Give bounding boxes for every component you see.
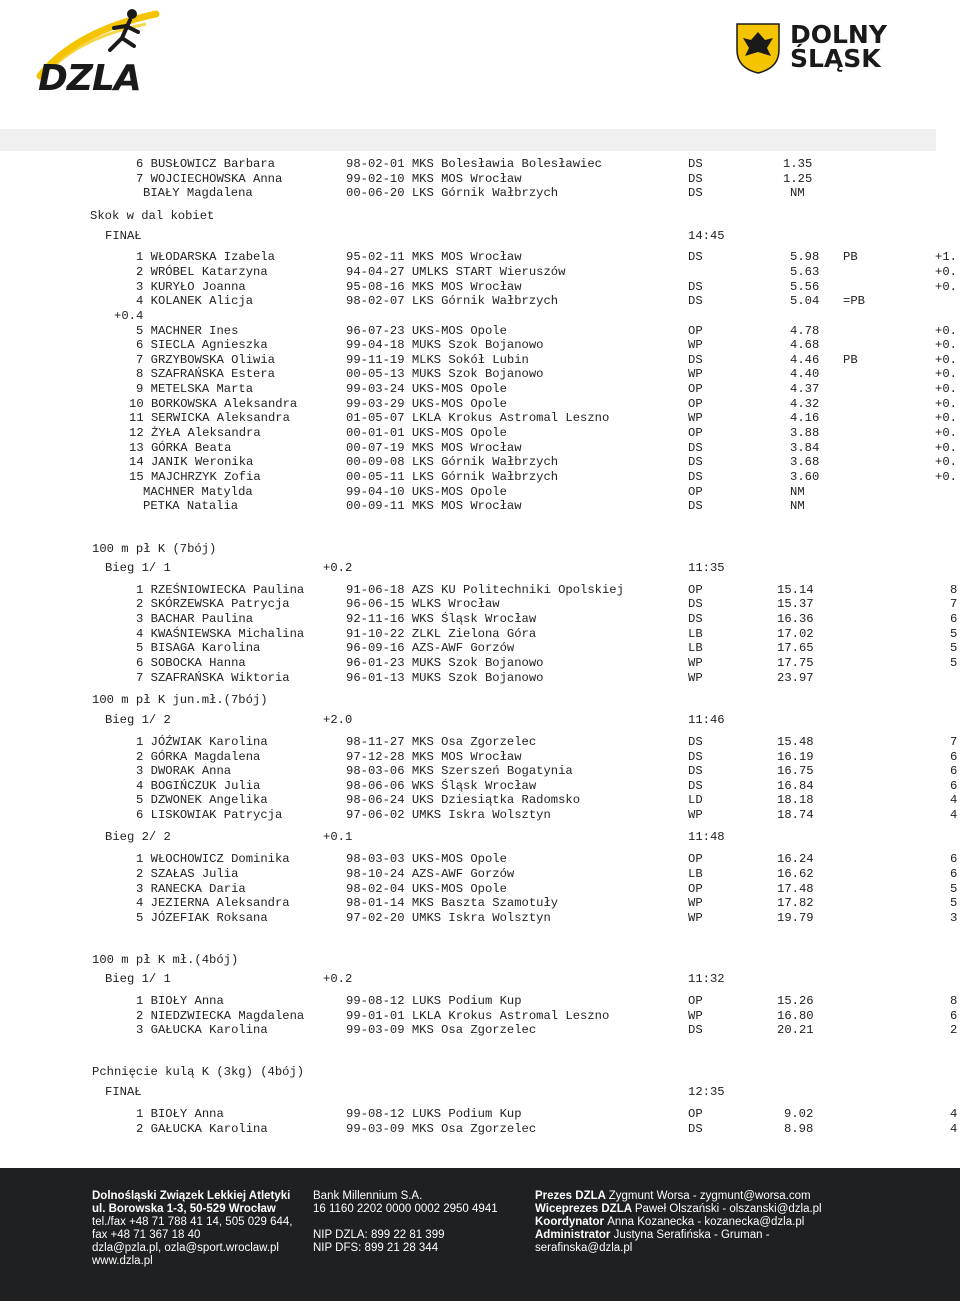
doc-line-32-cell-0: 100 m pł K jun.mł.(7bój) — [92, 693, 268, 707]
doc-line-18-cell-0: 13 GÓRKA Beata — [129, 441, 232, 455]
doc-line-53-cell-1: 99-08-12 LUKS Podium Kup — [346, 1107, 522, 1121]
doc-line-0-cell-3: 1.35 — [783, 157, 813, 171]
footer-official-contact: Anna Kozanecka - kozanecka@dzla.pl — [607, 1216, 805, 1228]
doc-line-35-cell-4: 6 — [950, 750, 958, 764]
doc-line-6-cell-0: 2 WRÓBEL Katarzyna — [136, 265, 268, 279]
doc-line-37-cell-3: 16.84 — [777, 779, 814, 793]
doc-line-12-cell-2: DS — [688, 353, 703, 367]
doc-line-5-cell-2: DS — [688, 250, 703, 264]
col2-line: Bank Millennium S.A. — [313, 1190, 423, 1202]
doc-line-18-cell-4: +0. — [935, 441, 957, 455]
doc-line-34-cell-4: 7 — [950, 735, 958, 749]
doc-line-10-cell-4: +0. — [935, 324, 957, 338]
doc-line-34-cell-2: DS — [688, 735, 703, 749]
doc-line-41-cell-0: 1 WŁOCHOWICZ Dominika — [136, 852, 290, 866]
doc-line-53-cell-2: OP — [688, 1107, 703, 1121]
doc-line-25-cell-0: 1 RZEŚNIOWIECKA Paulina — [136, 583, 305, 597]
doc-line-43-cell-3: 17.48 — [777, 882, 814, 896]
footer-official-role: Wiceprezes DZLA — [535, 1203, 635, 1215]
doc-line-38-cell-3: 18.18 — [777, 793, 814, 807]
doc-line-18-cell-2: DS — [688, 441, 703, 455]
doc-line-0-cell-1: 98-02-01 MKS Bolesławia Bolesławiec — [346, 157, 602, 171]
doc-line-25-cell-1: 91-06-18 AZS KU Politechniki Opolskiej — [346, 583, 624, 597]
doc-line-29-cell-4: 5 — [950, 641, 958, 655]
doc-line-7-cell-0: 3 KURYŁO Joanna — [136, 280, 246, 294]
doc-line-26-cell-0: 2 SKÓRZEWSKA Patrycja — [136, 597, 290, 611]
doc-line-2-cell-2: DS — [688, 186, 703, 200]
doc-line-8-cell-3: 5.04 — [790, 294, 820, 308]
doc-line-14-cell-3: 4.37 — [790, 382, 820, 396]
doc-line-9-cell-0: +0.4 — [114, 309, 144, 323]
doc-line-0-cell-0: 6 BUSŁOWICZ Barbara — [136, 157, 275, 171]
doc-line-26-cell-1: 96-06-15 WLKS Wrocław — [346, 597, 500, 611]
doc-line-36-cell-3: 16.75 — [777, 764, 814, 778]
dolny-slask-crest-icon — [735, 22, 781, 74]
doc-line-4-cell-0: FINAŁ — [105, 229, 142, 243]
doc-line-24-cell-1: +0.2 — [323, 561, 353, 575]
doc-line-49-cell-2: WP — [688, 1009, 703, 1023]
doc-line-44-cell-1: 98-01-14 MKS Baszta Szamotuły — [346, 896, 559, 910]
doc-line-36-cell-2: DS — [688, 764, 703, 778]
doc-line-7-cell-1: 95-08-16 MKS MOS Wrocław — [346, 280, 522, 294]
doc-line-47-cell-0: Bieg 1/ 1 — [105, 972, 171, 986]
doc-line-22-cell-3: NM — [790, 499, 805, 513]
doc-line-7-cell-4: +0. — [935, 280, 957, 294]
doc-line-12-cell-4: PB — [843, 353, 858, 367]
doc-line-42-cell-1: 98-10-24 AZS-AWF Gorzów — [346, 867, 515, 881]
doc-line-21-cell-1: 99-04-10 UKS-MOS Opole — [346, 485, 507, 499]
doc-line-29-cell-2: LB — [688, 641, 703, 655]
doc-line-15-cell-3: 4.32 — [790, 397, 820, 411]
doc-line-2-cell-1: 00-06-20 LKS Górnik Wałbrzych — [346, 186, 559, 200]
doc-line-29-cell-0: 5 BISAGA Karolina — [136, 641, 261, 655]
doc-line-25-cell-2: OP — [688, 583, 703, 597]
doc-line-28-cell-1: 91-10-22 ZLKL Zielona Góra — [346, 627, 537, 641]
footer-official-row — [535, 1203, 822, 1216]
col1-line: fax +48 71 367 18 40 — [92, 1229, 201, 1241]
col1-line: ul. Borowska 1-3, 50-529 Wrocław — [92, 1203, 276, 1215]
doc-line-27-cell-3: 16.36 — [777, 612, 814, 626]
doc-line-20-cell-3: 3.60 — [790, 470, 820, 484]
doc-line-42-cell-4: 6 — [950, 867, 958, 881]
doc-line-21-cell-3: NM — [790, 485, 805, 499]
doc-line-29-cell-1: 96-09-16 AZS-AWF Gorzów — [346, 641, 515, 655]
footer-official-row — [535, 1242, 632, 1255]
doc-line-45-cell-2: WP — [688, 911, 703, 925]
doc-line-43-cell-1: 98-02-04 UKS-MOS Opole — [346, 882, 507, 896]
doc-line-2-cell-0: BIAŁY Magdalena — [143, 186, 253, 200]
doc-line-5-cell-4: PB — [843, 250, 858, 264]
doc-line-52-cell-1: 12:35 — [688, 1085, 725, 1099]
region-logo-line1: DOLNY — [790, 20, 887, 49]
doc-line-43-cell-2: OP — [688, 882, 703, 896]
col2-line: NIP DFS: 899 21 28 344 — [313, 1242, 439, 1254]
doc-line-1-cell-2: DS — [688, 172, 703, 186]
doc-line-40-cell-2: 11:48 — [688, 830, 725, 844]
doc-line-16-cell-1: 01-05-07 LKLA Krokus Astromal Leszno — [346, 411, 610, 425]
region-logo-line2: ŚLĄSK — [790, 44, 881, 73]
footer-official-row — [535, 1216, 804, 1229]
doc-line-35-cell-3: 16.19 — [777, 750, 814, 764]
doc-line-34-cell-1: 98-11-27 MKS Osa Zgorzelec — [346, 735, 537, 749]
footer-official-row — [535, 1229, 770, 1242]
doc-line-10-cell-3: 4.78 — [790, 324, 820, 338]
doc-line-45-cell-0: 5 JÓZEFIAK Roksana — [136, 911, 268, 925]
doc-line-39-cell-0: 6 LISKOWIAK Patrycja — [136, 808, 283, 822]
col2-line: NIP DZLA: 899 22 81 399 — [313, 1229, 445, 1241]
doc-line-14-cell-1: 99-03-24 UKS-MOS Opole — [346, 382, 507, 396]
doc-line-51-cell-0: Pchnięcie kulą K (3kg) (4bój) — [92, 1065, 305, 1079]
doc-line-38-cell-1: 98-06-24 UKS Dziesiątka Radomsko — [346, 793, 581, 807]
doc-line-25-cell-4: 8 — [950, 583, 958, 597]
doc-line-7-cell-2: DS — [688, 280, 703, 294]
doc-line-45-cell-3: 19.79 — [777, 911, 814, 925]
doc-line-20-cell-0: 15 MAJCHRZYK Zofia — [129, 470, 261, 484]
doc-line-30-cell-1: 96-01-23 MUKS Szok Bojanowo — [346, 656, 544, 670]
doc-line-17-cell-1: 00-01-01 UKS-MOS Opole — [346, 426, 507, 440]
doc-line-49-cell-3: 16.80 — [777, 1009, 814, 1023]
doc-line-13-cell-2: WP — [688, 367, 703, 381]
doc-line-19-cell-2: DS — [688, 455, 703, 469]
doc-line-8-cell-0: 4 KOLANEK Alicja — [136, 294, 254, 308]
doc-line-22-cell-1: 00-09-11 MKS MOS Wrocław — [346, 499, 522, 513]
doc-line-50-cell-2: DS — [688, 1023, 703, 1037]
doc-line-19-cell-1: 00-09-08 LKS Górnik Wałbrzych — [346, 455, 559, 469]
doc-line-16-cell-0: 11 SERWICKA Aleksandra — [129, 411, 290, 425]
doc-line-38-cell-0: 5 DZWONEK Angelika — [136, 793, 268, 807]
doc-line-54-cell-0: 2 GAŁUCKA Karolina — [136, 1122, 268, 1136]
doc-line-10-cell-0: 5 MACHNER Ines — [136, 324, 239, 338]
doc-line-47-cell-2: 11:32 — [688, 972, 725, 986]
doc-line-38-cell-4: 4 — [950, 793, 958, 807]
doc-line-42-cell-3: 16.62 — [777, 867, 814, 881]
doc-line-30-cell-3: 17.75 — [777, 656, 814, 670]
doc-line-54-cell-2: DS — [688, 1122, 703, 1136]
doc-line-39-cell-3: 18.74 — [777, 808, 814, 822]
doc-line-43-cell-4: 5 — [950, 882, 958, 896]
doc-line-17-cell-0: 12 ŻYŁA Aleksandra — [129, 426, 261, 440]
col1-line: tel./fax +48 71 788 41 14, 505 029 644, — [92, 1216, 293, 1228]
doc-line-41-cell-4: 6 — [950, 852, 958, 866]
doc-line-13-cell-4: +0. — [935, 367, 957, 381]
doc-line-19-cell-3: 3.68 — [790, 455, 820, 469]
doc-line-24-cell-0: Bieg 1/ 1 — [105, 561, 171, 575]
dzla-logo-text: DZLA — [38, 58, 141, 99]
doc-line-19-cell-4: +0. — [935, 455, 957, 469]
doc-line-48-cell-3: 15.26 — [777, 994, 814, 1008]
doc-line-11-cell-2: WP — [688, 338, 703, 352]
doc-line-19-cell-0: 14 JANIK Weronika — [129, 455, 254, 469]
doc-line-50-cell-3: 20.21 — [777, 1023, 814, 1037]
doc-line-8-cell-2: DS — [688, 294, 703, 308]
doc-line-21-cell-0: MACHNER Matylda — [143, 485, 253, 499]
doc-line-6-cell-3: +0. — [935, 265, 957, 279]
doc-line-40-cell-1: +0.1 — [323, 830, 353, 844]
doc-line-41-cell-2: OP — [688, 852, 703, 866]
doc-line-27-cell-2: DS — [688, 612, 703, 626]
doc-line-12-cell-1: 99-11-19 MLKS Sokół Lubin — [346, 353, 529, 367]
doc-line-20-cell-2: DS — [688, 470, 703, 484]
doc-line-44-cell-3: 17.82 — [777, 896, 814, 910]
doc-line-8-cell-1: 98-02-07 LKS Górnik Wałbrzych — [346, 294, 559, 308]
doc-line-15-cell-4: +0. — [935, 397, 957, 411]
doc-line-1-cell-1: 99-02-10 MKS MOS Wrocław — [346, 172, 522, 186]
doc-line-31-cell-1: 96-01-13 MUKS Szok Bojanowo — [346, 671, 544, 685]
doc-line-45-cell-4: 3 — [950, 911, 958, 925]
footer-official-row — [535, 1190, 811, 1203]
header-divider-bar — [0, 129, 936, 151]
doc-line-20-cell-1: 00-05-11 LKS Górnik Wałbrzych — [346, 470, 559, 484]
doc-line-0-cell-2: DS — [688, 157, 703, 171]
doc-line-54-cell-1: 99-03-09 MKS Osa Zgorzelec — [346, 1122, 537, 1136]
doc-line-47-cell-1: +0.2 — [323, 972, 353, 986]
doc-line-12-cell-5: +0. — [935, 353, 957, 367]
doc-line-41-cell-1: 98-03-03 UKS-MOS Opole — [346, 852, 507, 866]
doc-line-49-cell-4: 6 — [950, 1009, 958, 1023]
doc-line-5-cell-1: 95-02-11 MKS MOS Wrocław — [346, 250, 522, 264]
doc-line-3-cell-0: Skok w dal kobiet — [90, 209, 215, 223]
doc-line-5-cell-5: +1. — [935, 250, 957, 264]
doc-line-25-cell-3: 15.14 — [777, 583, 814, 597]
doc-line-14-cell-0: 9 METELSKA Marta — [136, 382, 254, 396]
doc-line-48-cell-4: 8 — [950, 994, 958, 1008]
doc-line-41-cell-3: 16.24 — [777, 852, 814, 866]
doc-line-30-cell-2: WP — [688, 656, 703, 670]
col1-line: www.dzla.pl — [92, 1255, 153, 1267]
doc-line-18-cell-1: 00-07-19 MKS MOS Wrocław — [346, 441, 522, 455]
doc-line-36-cell-0: 3 DWORAK Anna — [136, 764, 232, 778]
page-footer — [0, 1168, 960, 1301]
col1-line: Dolnośląski Związek Lekkiej Atletyki — [92, 1190, 291, 1202]
doc-line-6-cell-2: 5.63 — [790, 265, 820, 279]
doc-line-49-cell-1: 99-01-01 LKLA Krokus Astromal Leszno — [346, 1009, 610, 1023]
doc-line-15-cell-0: 10 BORKOWSKA Aleksandra — [129, 397, 298, 411]
doc-line-2-cell-3: NM — [790, 186, 805, 200]
doc-line-11-cell-4: +0. — [935, 338, 957, 352]
doc-line-17-cell-2: OP — [688, 426, 703, 440]
doc-line-34-cell-0: 1 JÓŹWIAK Karolina — [136, 735, 268, 749]
doc-line-39-cell-4: 4 — [950, 808, 958, 822]
doc-line-54-cell-3: 8.98 — [784, 1122, 814, 1136]
doc-line-40-cell-0: Bieg 2/ 2 — [105, 830, 171, 844]
doc-line-26-cell-3: 15.37 — [777, 597, 814, 611]
doc-line-45-cell-1: 97-02-20 UMKS Iskra Wolsztyn — [346, 911, 551, 925]
doc-line-33-cell-1: +2.0 — [323, 713, 353, 727]
doc-line-17-cell-3: 3.88 — [790, 426, 820, 440]
doc-line-36-cell-1: 98-03-06 MKS Szerszeń Bogatynia — [346, 764, 573, 778]
doc-line-17-cell-4: +0. — [935, 426, 957, 440]
doc-line-22-cell-2: DS — [688, 499, 703, 513]
doc-line-34-cell-3: 15.48 — [777, 735, 814, 749]
page-header — [0, 0, 960, 150]
col2-line: 16 1160 2202 0000 0002 2950 4941 — [313, 1203, 498, 1215]
doc-line-33-cell-0: Bieg 1/ 2 — [105, 713, 171, 727]
doc-line-21-cell-2: OP — [688, 485, 703, 499]
doc-line-28-cell-3: 17.02 — [777, 627, 814, 641]
col1-line: dzla@pzla.pl, ozla@sport.wroclaw.pl — [92, 1242, 279, 1254]
doc-line-53-cell-4: 4 — [950, 1107, 958, 1121]
doc-line-27-cell-4: 6 — [950, 612, 958, 626]
doc-line-37-cell-4: 6 — [950, 779, 958, 793]
doc-line-8-cell-4: =PB — [843, 294, 865, 308]
doc-line-30-cell-0: 6 SOBOCKA Hanna — [136, 656, 246, 670]
doc-line-36-cell-4: 6 — [950, 764, 958, 778]
doc-line-48-cell-0: 1 BIOŁY Anna — [136, 994, 224, 1008]
doc-line-43-cell-0: 3 RANECKA Daria — [136, 882, 246, 896]
doc-line-48-cell-2: OP — [688, 994, 703, 1008]
doc-line-23-cell-0: 100 m pł K (7bój) — [92, 542, 217, 556]
doc-line-31-cell-2: WP — [688, 671, 703, 685]
doc-line-20-cell-4: +0. — [935, 470, 957, 484]
doc-line-11-cell-0: 6 SIECLA Agnieszka — [136, 338, 268, 352]
doc-line-1-cell-3: 1.25 — [783, 172, 813, 186]
doc-line-28-cell-4: 5 — [950, 627, 958, 641]
doc-line-42-cell-2: LB — [688, 867, 703, 881]
doc-line-48-cell-1: 99-08-12 LUKS Podium Kup — [346, 994, 522, 1008]
doc-line-26-cell-2: DS — [688, 597, 703, 611]
footer-official-contact: Zygmunt Worsa - zygmunt@worsa.com — [608, 1190, 811, 1202]
doc-line-12-cell-3: 4.46 — [790, 353, 820, 367]
doc-line-15-cell-1: 99-03-29 UKS-MOS Opole — [346, 397, 507, 411]
doc-line-53-cell-0: 1 BIOŁY Anna — [136, 1107, 224, 1121]
doc-line-44-cell-2: WP — [688, 896, 703, 910]
doc-line-27-cell-1: 92-11-16 WKS Śląsk Wrocław — [346, 612, 537, 626]
doc-line-15-cell-2: OP — [688, 397, 703, 411]
doc-line-16-cell-2: WP — [688, 411, 703, 425]
doc-line-24-cell-2: 11:35 — [688, 561, 725, 575]
doc-line-54-cell-4: 4 — [950, 1122, 958, 1136]
doc-line-28-cell-2: LB — [688, 627, 703, 641]
doc-line-52-cell-0: FINAŁ — [105, 1085, 142, 1099]
doc-line-37-cell-0: 4 BOGIŃCZUK Julia — [136, 779, 261, 793]
doc-line-5-cell-3: 5.98 — [790, 250, 820, 264]
doc-line-16-cell-3: 4.16 — [790, 411, 820, 425]
doc-line-31-cell-3: 23.97 — [777, 671, 814, 685]
doc-line-10-cell-1: 96-07-23 UKS-MOS Opole — [346, 324, 507, 338]
doc-line-35-cell-1: 97-12-28 MKS MOS Wrocław — [346, 750, 522, 764]
doc-line-42-cell-0: 2 SZAŁAS Julia — [136, 867, 239, 881]
doc-line-14-cell-4: +0. — [935, 382, 957, 396]
doc-line-50-cell-4: 2 — [950, 1023, 958, 1037]
doc-line-4-cell-1: 14:45 — [688, 229, 725, 243]
doc-line-10-cell-2: OP — [688, 324, 703, 338]
doc-line-44-cell-4: 5 — [950, 896, 958, 910]
doc-line-6-cell-1: 94-04-27 UMLKS START Wieruszów — [346, 265, 566, 279]
footer-official-role: Prezes DZLA — [535, 1190, 609, 1202]
doc-line-29-cell-3: 17.65 — [777, 641, 814, 655]
doc-line-16-cell-4: +0. — [935, 411, 957, 425]
doc-line-22-cell-0: PETKA Natalia — [143, 499, 239, 513]
doc-line-50-cell-0: 3 GAŁUCKA Karolina — [136, 1023, 268, 1037]
doc-line-13-cell-0: 8 SZAFRAŃSKA Estera — [136, 367, 275, 381]
doc-line-35-cell-0: 2 GÓRKA Magdalena — [136, 750, 261, 764]
doc-line-26-cell-4: 7 — [950, 597, 958, 611]
footer-official-role: Koordynator — [535, 1216, 608, 1228]
footer-official-contact: serafinska@dzla.pl — [535, 1242, 633, 1254]
doc-line-28-cell-0: 4 KWAŚNIEWSKA Michalina — [136, 627, 305, 641]
doc-line-5-cell-0: 1 WŁODARSKA Izabela — [136, 250, 275, 264]
doc-line-38-cell-2: LD — [688, 793, 703, 807]
doc-line-13-cell-3: 4.40 — [790, 367, 820, 381]
doc-line-37-cell-2: DS — [688, 779, 703, 793]
doc-line-35-cell-2: DS — [688, 750, 703, 764]
doc-line-53-cell-3: 9.02 — [784, 1107, 814, 1121]
doc-line-7-cell-3: 5.56 — [790, 280, 820, 294]
doc-line-11-cell-1: 99-04-18 MUKS Szok Bojanowo — [346, 338, 544, 352]
doc-line-13-cell-1: 00-05-13 MUKS Szok Bojanowo — [346, 367, 544, 381]
doc-line-39-cell-1: 97-06-02 UMKS Iskra Wolsztyn — [346, 808, 551, 822]
doc-line-14-cell-2: OP — [688, 382, 703, 396]
doc-line-12-cell-0: 7 GRZYBOWSKA Oliwia — [136, 353, 275, 367]
doc-line-44-cell-0: 4 JEZIERNA Aleksandra — [136, 896, 290, 910]
footer-official-role: Administrator — [535, 1229, 614, 1241]
footer-official-contact: Justyna Serafińska - Gruman - — [613, 1229, 770, 1241]
doc-line-11-cell-3: 4.68 — [790, 338, 820, 352]
footer-official-contact: Paweł Olszański - olszanski@dzla.pl — [634, 1203, 822, 1215]
doc-line-50-cell-1: 99-03-09 MKS Osa Zgorzelec — [346, 1023, 537, 1037]
doc-line-27-cell-0: 3 BACHAR Paulina — [136, 612, 254, 626]
doc-line-30-cell-4: 5 — [950, 656, 958, 670]
doc-line-31-cell-0: 7 SZAFRAŃSKA Wiktoria — [136, 671, 290, 685]
doc-line-49-cell-0: 2 NIEDZWIECKA Magdalena — [136, 1009, 305, 1023]
doc-line-18-cell-3: 3.84 — [790, 441, 820, 455]
doc-line-1-cell-0: 7 WOJCIECHOWSKA Anna — [136, 172, 283, 186]
doc-line-46-cell-0: 100 m pł K mł.(4bój) — [92, 953, 239, 967]
doc-line-37-cell-1: 98-06-06 WKS Śląsk Wrocław — [346, 779, 537, 793]
doc-line-39-cell-2: WP — [688, 808, 703, 822]
doc-line-33-cell-2: 11:46 — [688, 713, 725, 727]
